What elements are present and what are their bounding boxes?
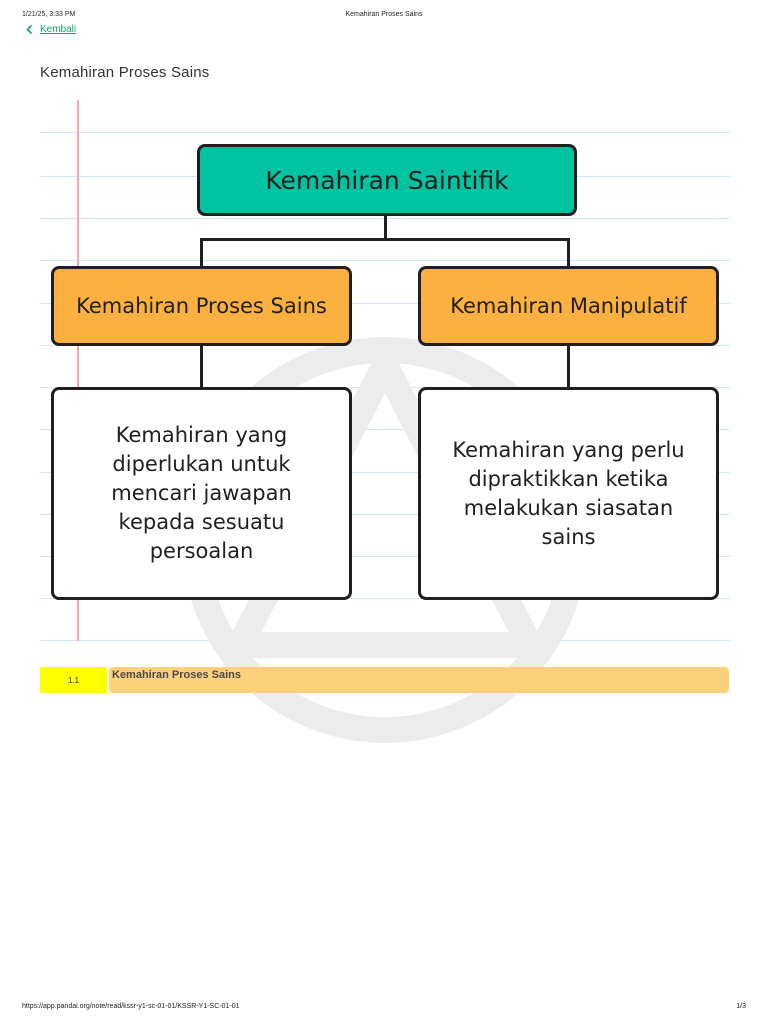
connector	[200, 238, 203, 268]
description-node-manipulatif: Kemahiran yang perlu dipraktikkan ketika melakukan siasatan sains	[418, 387, 719, 600]
branch-node-manipulatif: Kemahiran Manipulatif	[418, 266, 719, 346]
print-footer	[0, 1003, 768, 1015]
section-item[interactable]	[40, 667, 729, 693]
back-link-label: Kembali	[40, 24, 77, 35]
connector	[200, 345, 203, 389]
page-title: Kemahiran Proses Sains	[40, 64, 210, 81]
print-datetime: 1/21/25, 3:33 PM	[22, 11, 76, 18]
connector	[567, 345, 570, 389]
branch-node-proses-sains: Kemahiran Proses Sains	[51, 266, 352, 346]
root-node: Kemahiran Saintifik	[197, 144, 577, 216]
connector	[200, 238, 570, 241]
print-document-title: Kemahiran Proses Sains	[345, 11, 423, 18]
print-page-number: 1/3	[736, 1003, 746, 1010]
section-label: Kemahiran Proses Sains	[109, 667, 729, 693]
connector	[384, 215, 387, 240]
connector	[567, 238, 570, 268]
section-number: 1.1	[40, 667, 107, 693]
description-node-proses-sains: Kemahiran yang diperlukan untuk mencari jawapan kepada sesuatu persoalan	[51, 387, 352, 600]
print-url: https://app.pandai.org/note/read/kssr-y1-sc-01-01/KSSR-Y1-SC-01-01	[22, 1003, 240, 1010]
